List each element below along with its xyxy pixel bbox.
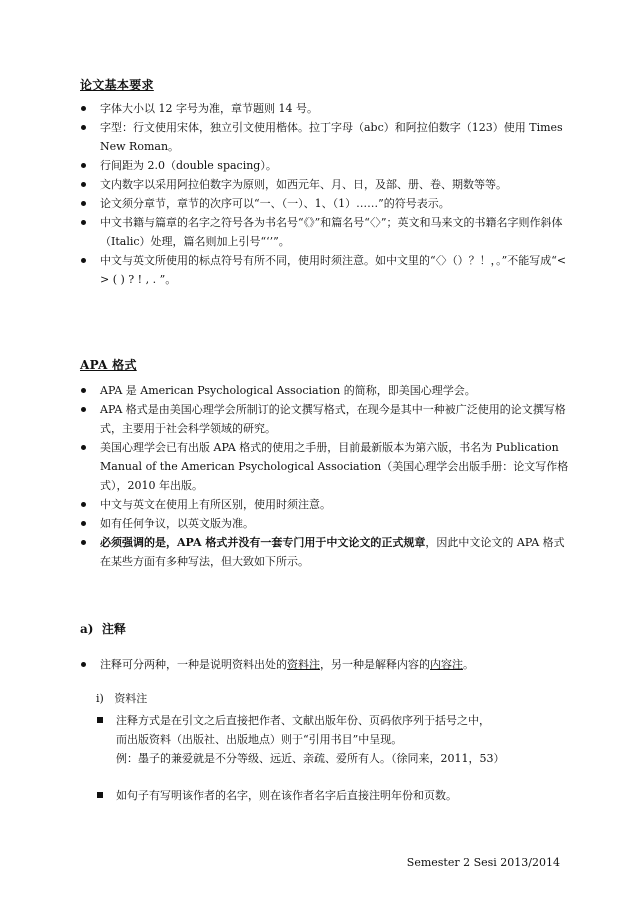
list-item: APA 格式是由美国心理学会所制订的论文撰写格式，在现今是其中一种被广泛使用的论文撰写格式，主要用于社会科学领域的研究。 bbox=[80, 400, 570, 438]
list-item bbox=[96, 711, 570, 768]
list-item: 如有任何争议，以英文版为准。 bbox=[80, 514, 570, 533]
notes-intro-list bbox=[80, 655, 570, 674]
list-item: 美国心理学会已有出版 APA 格式的使用之手册，目前最新版本为第六版，书名为 Publication Manual of the American Psychological Association（美国心理学会出版手册：论文写作格式），2010 年出版。 bbox=[80, 438, 570, 495]
list-item: 中文与英文所使用的标点符号有所不同，使用时须注意。如中文里的“〈〉（）？！，。”不能写成“< > ( ) ? ! , . ”。 bbox=[80, 251, 570, 289]
item-line: 注释方式是在引文之后直接把作者、文献出版年份、页码依序列于括号之中， bbox=[116, 714, 490, 727]
page-footer: Semester 2 Sesi 2013/2014 bbox=[406, 856, 560, 869]
section-title-apa: APA 格式 bbox=[80, 358, 137, 372]
intro-text: ，另一种是解释内容的 bbox=[320, 658, 430, 671]
list-item bbox=[80, 655, 570, 674]
subsection-title: 注释 bbox=[101, 622, 126, 636]
intro-text: 注释可分两种，一种是说明资料出处的 bbox=[100, 658, 287, 671]
subsection-label: a) bbox=[80, 622, 94, 636]
requirements-list bbox=[80, 99, 570, 289]
example-line: 例：墨子的兼爱就是不分等级、远近、亲疏、爱所有人。（徐同来，2011，53） bbox=[116, 752, 505, 765]
subsection-title-notes bbox=[80, 620, 126, 637]
list-item: 行间距为 2.0（double spacing）。 bbox=[80, 156, 570, 175]
list-item: APA 是 American Psychological Association 的简称，即美国心理学会。 bbox=[80, 381, 570, 400]
sub-title: 资料注 bbox=[114, 692, 148, 705]
emphasis-bold: 必须强调的是，APA 格式并没有一套专门用于中文论文的正式规章 bbox=[100, 536, 426, 549]
intro-text: 。 bbox=[463, 658, 474, 671]
source-note-list-2 bbox=[96, 786, 570, 805]
list-item: 字型：行文使用宋体，独立引文使用楷体。拉丁字母（abc）和阿拉伯数字（123）使用 Times New Roman。 bbox=[80, 118, 570, 156]
list-item: 字体大小以 12 字号为准，章节题则 14 号。 bbox=[80, 99, 570, 118]
list-item: 如句子有写明该作者的名字，则在该作者名字后直接注明年份和页数。 bbox=[96, 786, 570, 805]
apa-list bbox=[80, 381, 570, 571]
item-line: 而出版资料（出版社、出版地点）则于“引用书目”中呈现。 bbox=[116, 733, 403, 746]
list-item: 中文书籍与篇章的名字之符号各为书名号“《》”和篇名号“〈〉”；英文和马来文的书籍名字则作斜体（Italic）处理，篇名则加上引号“‘’”。 bbox=[80, 213, 570, 251]
section-title-requirements: 论文基本要求 bbox=[80, 78, 154, 92]
term-content-note: 内容注 bbox=[430, 658, 463, 671]
term-source-note: 资料注 bbox=[287, 658, 320, 671]
sub-label: i) bbox=[96, 692, 104, 705]
list-item bbox=[80, 533, 570, 571]
source-note-list bbox=[96, 711, 570, 768]
sub-subsection-title bbox=[96, 690, 147, 706]
list-item: 论文须分章节，章节的次序可以“一、（一）、1、（1）……”的符号表示。 bbox=[80, 194, 570, 213]
emphasis-rest: ，因此中文论文的 APA 格式在某些方面有多种写法，但大致如下所示。 bbox=[100, 536, 565, 568]
list-item: 文内数字以采用阿拉伯数字为原则，如西元年、月、日，及部、册、卷、期数等等。 bbox=[80, 175, 570, 194]
list-item: 中文与英文在使用上有所区别，使用时须注意。 bbox=[80, 495, 570, 514]
